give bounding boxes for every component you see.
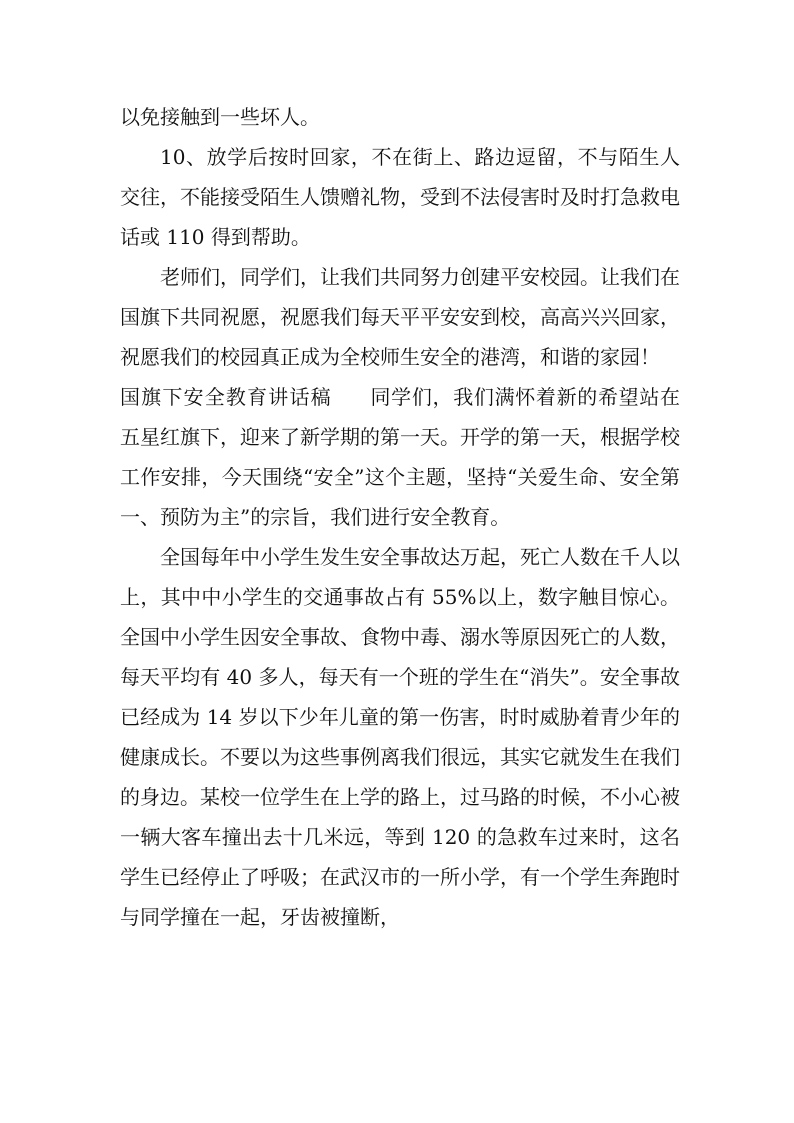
section-title: 国旗下安全教育讲话稿 xyxy=(120,385,332,409)
paragraph-2: 10、放学后按时回家，不在街上、路边逗留，不与陌生人交往，不能接受陌生人馈赠礼物，受到不法侵害时及时打急救电话或 110 得到帮助。 xyxy=(120,145,680,249)
paragraph-1: 以免接触到一些坏人。 xyxy=(120,105,320,129)
paragraph-body: 全国每年中小学生发生安全事故达万起，死亡人数在千人以上，其中中小学生的交通事故占有 55%以上，数字触目惊心。全国中小学生因安全事故、食物中毒、溺水等原因死亡的人数，每天平均有 40 多人，每天有一个班的学生在“消失”。安全事故已经成为 14 岁以下少年儿童的第一伤害，时时威胁着青少年的健康成长。不要以为这些事例离我们很远，其实它就发生在我们的身边。某校一位学生在上学的路上，过马路的时候，不小心被一辆大客车撞出去十几米远，等到 120 的急救车过来时，这名学生已经停止了呼吸；在武汉市的一所小学，有一个学生奔跑时与同学撞在一起，牙齿被撞断， xyxy=(120,545,680,929)
section-paragraph xyxy=(120,377,680,537)
paragraph-3: 老师们，同学们，让我们共同努力创建平安校园。让我们在国旗下共同祝愿，祝愿我们每天平平安安到校，高高兴兴回家，祝愿我们的校园真正成为全校师生安全的港湾，和谐的家园！ xyxy=(120,265,680,369)
document-body xyxy=(120,97,680,937)
section-intro: 同学们，我们满怀着新的希望站在五星红旗下，迎来了新学期的第一天。开学的第一天，根据学校工作安排，今天围绕“安全”这个主题，坚持“关爱生命、安全第一、预防为主”的宗旨，我们进行安全教育。 xyxy=(120,385,681,529)
